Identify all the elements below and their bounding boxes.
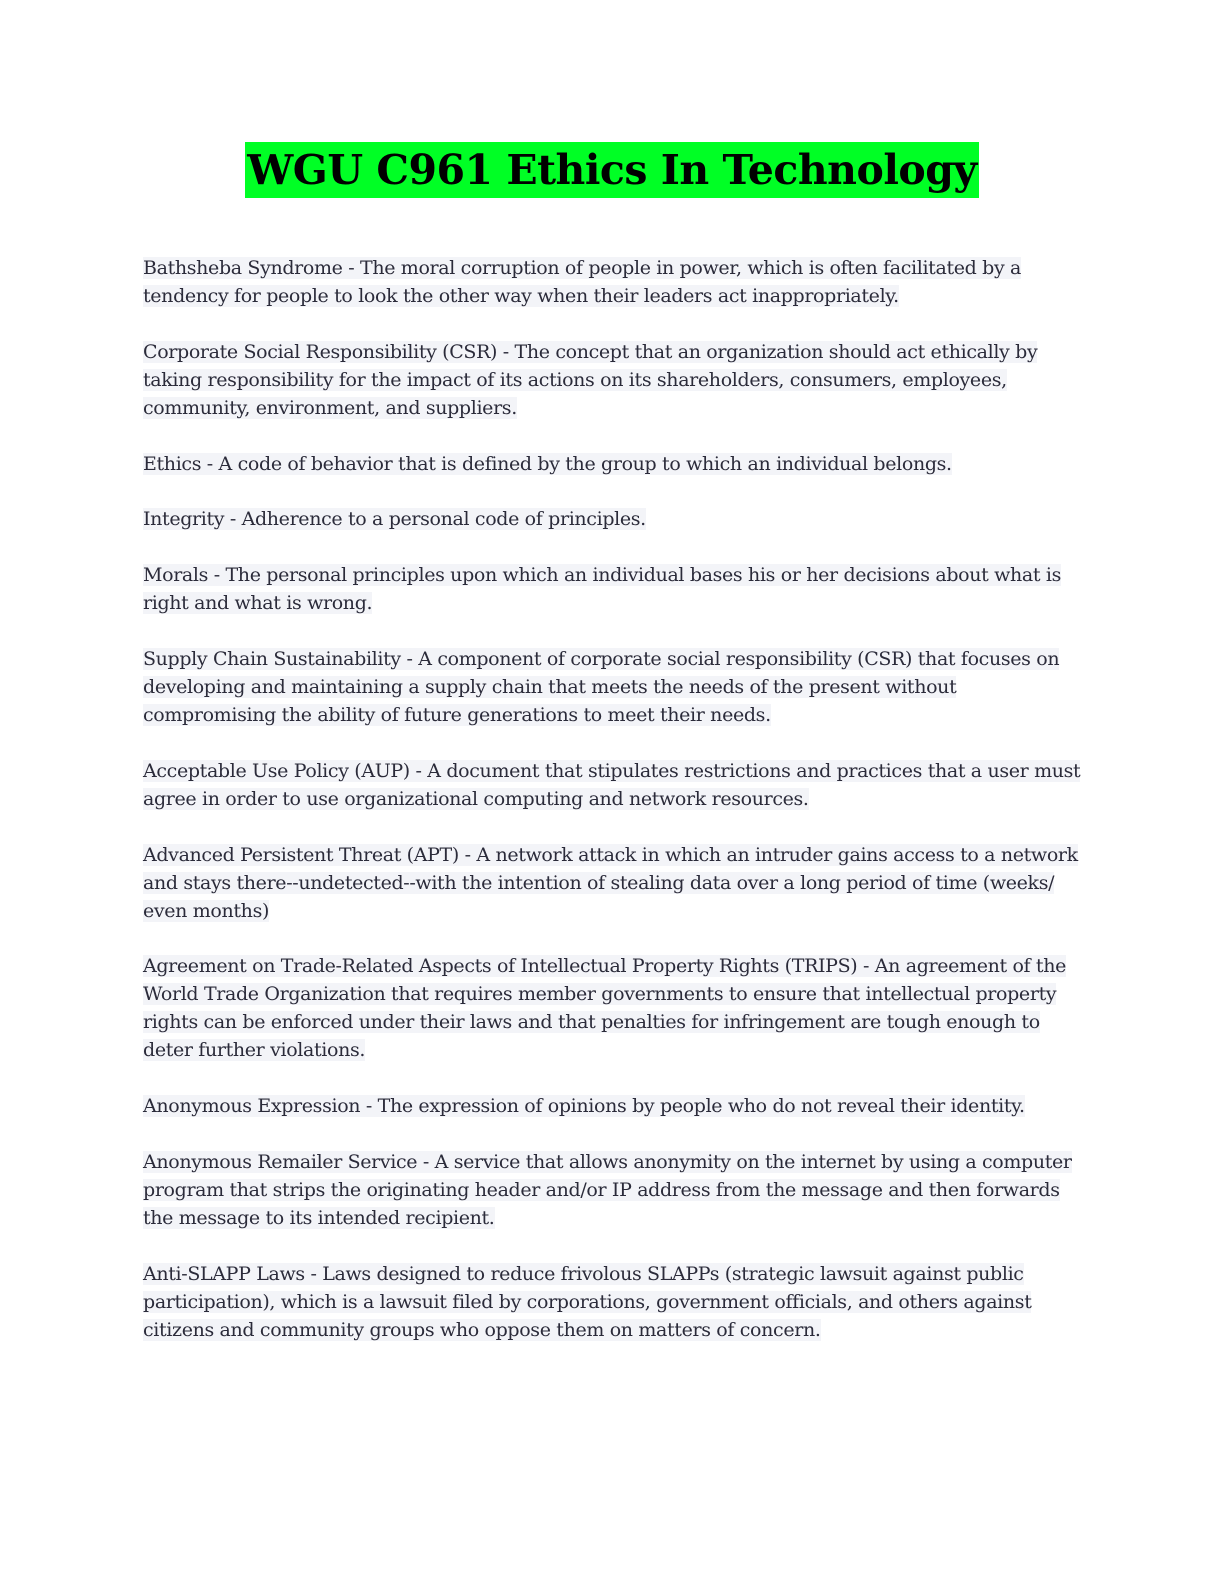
entry-text: Anti-SLAPP Laws - Laws designed to reduce frivolous SLAPPs (strategic lawsuit against public participation), which is a lawsuit filed by corporations, government officials, and others against citizens and community groups who oppose them on matters of concern. bbox=[143, 1262, 1032, 1341]
glossary-entry bbox=[143, 1092, 1083, 1120]
glossary-entry bbox=[143, 1148, 1083, 1232]
glossary-entry bbox=[143, 450, 1083, 478]
entry-text: Anonymous Expression - The expression of opinions by people who do not reveal their identity. bbox=[143, 1095, 1025, 1118]
glossary-list bbox=[143, 254, 1083, 1372]
entry-text: Morals - The personal principles upon which an individual bases his or her decisions about what is right and what is wrong. bbox=[143, 564, 1061, 615]
title-container bbox=[0, 142, 1224, 198]
entry-text: Advanced Persistent Threat (APT) - A network attack in which an intruder gains access to a network and stays there--undetected--with the intention of stealing data over a long period of time (weeks/ even months) bbox=[143, 843, 1078, 922]
glossary-entry bbox=[143, 338, 1083, 422]
entry-text: Anonymous Remailer Service - A service that allows anonymity on the internet by using a computer program that strips the originating header and/or IP address from the message and then forwards the message to its intended recipient. bbox=[143, 1150, 1072, 1229]
glossary-entry bbox=[143, 505, 1083, 533]
entry-text: Supply Chain Sustainability - A component of corporate social responsibility (CSR) that focuses on developing and maintaining a supply chain that meets the needs of the present without compromising the ability of future generations to meet their needs. bbox=[143, 647, 1060, 726]
document-title: WGU C961 Ethics In Technology bbox=[245, 142, 978, 198]
glossary-entry bbox=[143, 952, 1083, 1064]
glossary-entry bbox=[143, 841, 1083, 925]
entry-text: Corporate Social Responsibility (CSR) - The concept that an organization should act ethically by taking responsibility for the impact of its actions on its shareholders, consumers, employees, community, environment, and suppliers. bbox=[143, 340, 1038, 419]
glossary-entry bbox=[143, 645, 1083, 729]
glossary-entry bbox=[143, 757, 1083, 813]
glossary-entry bbox=[143, 1260, 1083, 1344]
entry-text: Ethics - A code of behavior that is defined by the group to which an individual belongs. bbox=[143, 452, 952, 475]
entry-text: Agreement on Trade-Related Aspects of Intellectual Property Rights (TRIPS) - An agreement of the World Trade Organization that requires member governments to ensure that intellectual property rights can be enforced under their laws and that penalties for infringement are tough enough to deter further violations. bbox=[143, 955, 1066, 1062]
glossary-entry bbox=[143, 254, 1083, 310]
entry-text: Acceptable Use Policy (AUP) - A document that stipulates restrictions and practices that a user must agree in order to use organizational computing and network resources. bbox=[143, 759, 1081, 810]
entry-text: Integrity - Adherence to a personal code of principles. bbox=[143, 508, 646, 531]
glossary-entry bbox=[143, 561, 1083, 617]
entry-text: Bathsheba Syndrome - The moral corruption of people in power, which is often facilitated by a tendency for people to look the other way when their leaders act inappropriately. bbox=[143, 257, 1021, 307]
